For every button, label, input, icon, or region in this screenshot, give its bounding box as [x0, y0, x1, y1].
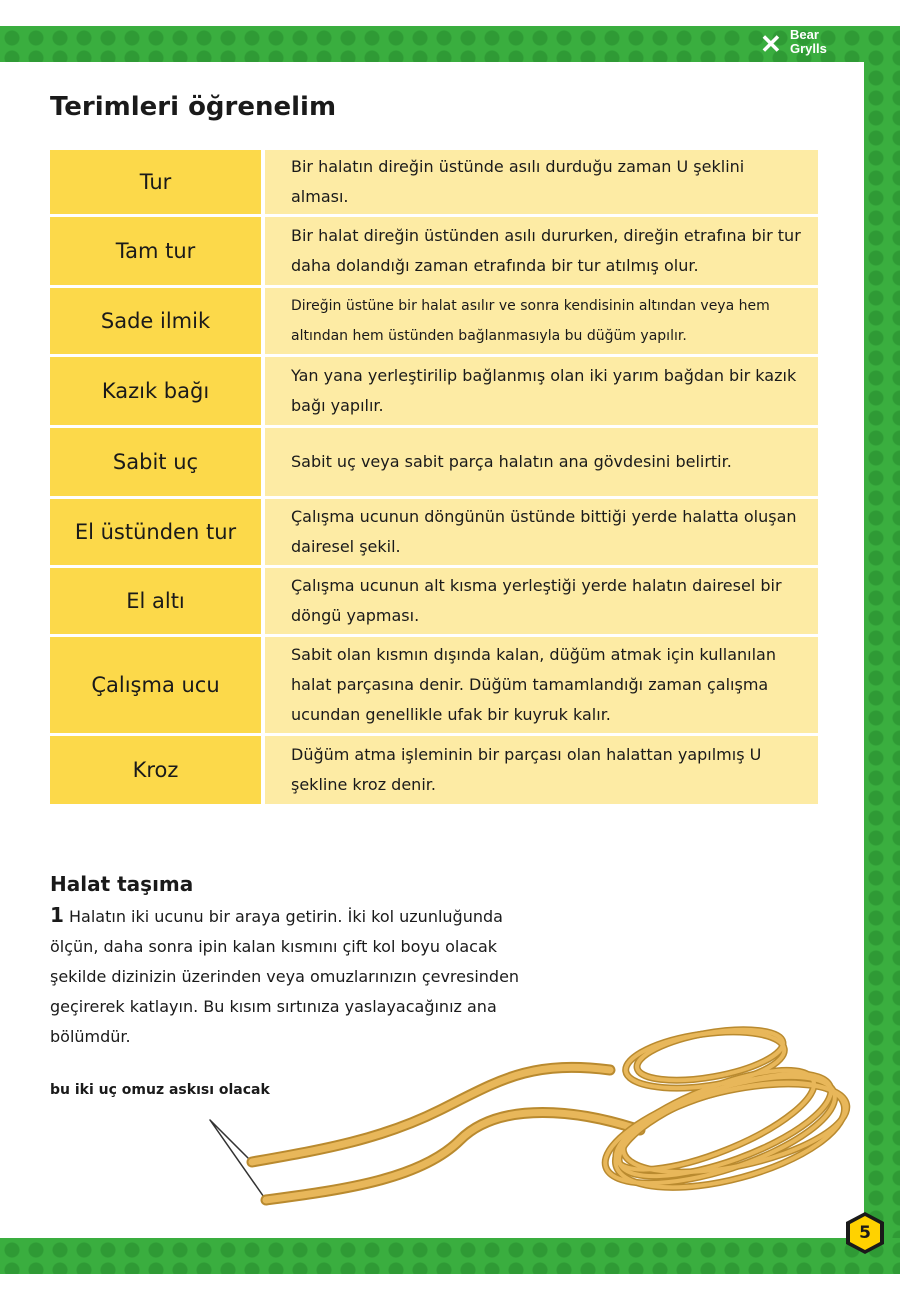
bear-grylls-logo	[760, 28, 850, 60]
definition-cell: Çalışma ucunun döngünün üstünde bittiği yerde halatta oluşan dairesel şekil.	[265, 499, 818, 565]
page-title: Terimleri öğrenelim	[50, 92, 337, 122]
table-row	[50, 217, 818, 285]
definition-cell: Sabit uç veya sabit parça halatın ana gövdesini belirtir.	[265, 428, 818, 496]
step-text: Halatın iki ucunu bir araya getirin. İki kol uzunluğunda ölçün, daha sonra ipin kalan kısmını çift kol boyu olacak şekilde dizinizin üzerinden veya omuzlarınızın çevresinden geçirerek katlayın. Bu kısım sırtınıza yaslayacağınız ana bölümdür.	[50, 907, 520, 1046]
step-number: 1	[50, 903, 64, 927]
page-number-badge	[842, 1210, 888, 1256]
table-row	[50, 499, 818, 565]
table-row	[50, 428, 818, 496]
table-row	[50, 736, 818, 804]
term-cell: Çalışma ucu	[50, 637, 265, 733]
terms-table	[50, 147, 818, 807]
term-cell: Sabit uç	[50, 428, 265, 496]
table-row	[50, 150, 818, 214]
term-cell: Tur	[50, 150, 265, 214]
definition-cell: Çalışma ucunun alt kısma yerleştiği yerde halatın dairesel bir döngü yapması.	[265, 568, 818, 634]
x-logo-icon: ✕	[760, 29, 782, 59]
term-cell: El altı	[50, 568, 265, 634]
term-cell: El üstünden tur	[50, 499, 265, 565]
table-row	[50, 568, 818, 634]
term-cell: Kazık bağı	[50, 357, 265, 425]
definition-cell: Sabit olan kısmın dışında kalan, düğüm atmak için kullanılan halat parçasına denir. Düğüm tamamlandığı zaman çalışma ucundan genellikle ufak bir kuyruk kalır.	[265, 637, 818, 733]
term-cell: Tam tur	[50, 217, 265, 285]
term-cell: Sade ilmik	[50, 288, 265, 354]
definition-cell: Yan yana yerleştirilip bağlanmış olan iki yarım bağdan bir kazık bağı yapılır.	[265, 357, 818, 425]
definition-cell: Düğüm atma işleminin bir parçası olan halattan yapılmış U şekline kroz denir.	[265, 736, 818, 804]
page-number: 5	[859, 1223, 871, 1243]
definition-cell: Bir halat direğin üstünden asılı dururken, direğin etrafına bir tur daha dolandığı zaman etrafında bir tur atılmış olur.	[265, 217, 818, 285]
brand-line-1: Bear	[790, 27, 819, 42]
table-row	[50, 637, 818, 733]
definition-cell: Direğin üstüne bir halat asılır ve sonra kendisinin altından veya hem altından hem üstünden bağlanmasıyla bu düğüm yapılır.	[265, 288, 818, 354]
right-frame-border	[864, 26, 900, 1274]
bottom-frame-border	[0, 1238, 900, 1274]
section-title: Halat taşıma	[50, 872, 194, 896]
rope-caption: bu iki uç omuz askısı olacak	[50, 1082, 270, 1098]
table-row	[50, 288, 818, 354]
table-row	[50, 357, 818, 425]
brand-line-2: Grylls	[790, 41, 827, 56]
term-cell: Kroz	[50, 736, 265, 804]
definition-cell: Bir halatın direğin üstünde asılı durduğu zaman U şeklini alması.	[265, 150, 818, 214]
coiled-rope-illustration	[200, 1000, 860, 1240]
